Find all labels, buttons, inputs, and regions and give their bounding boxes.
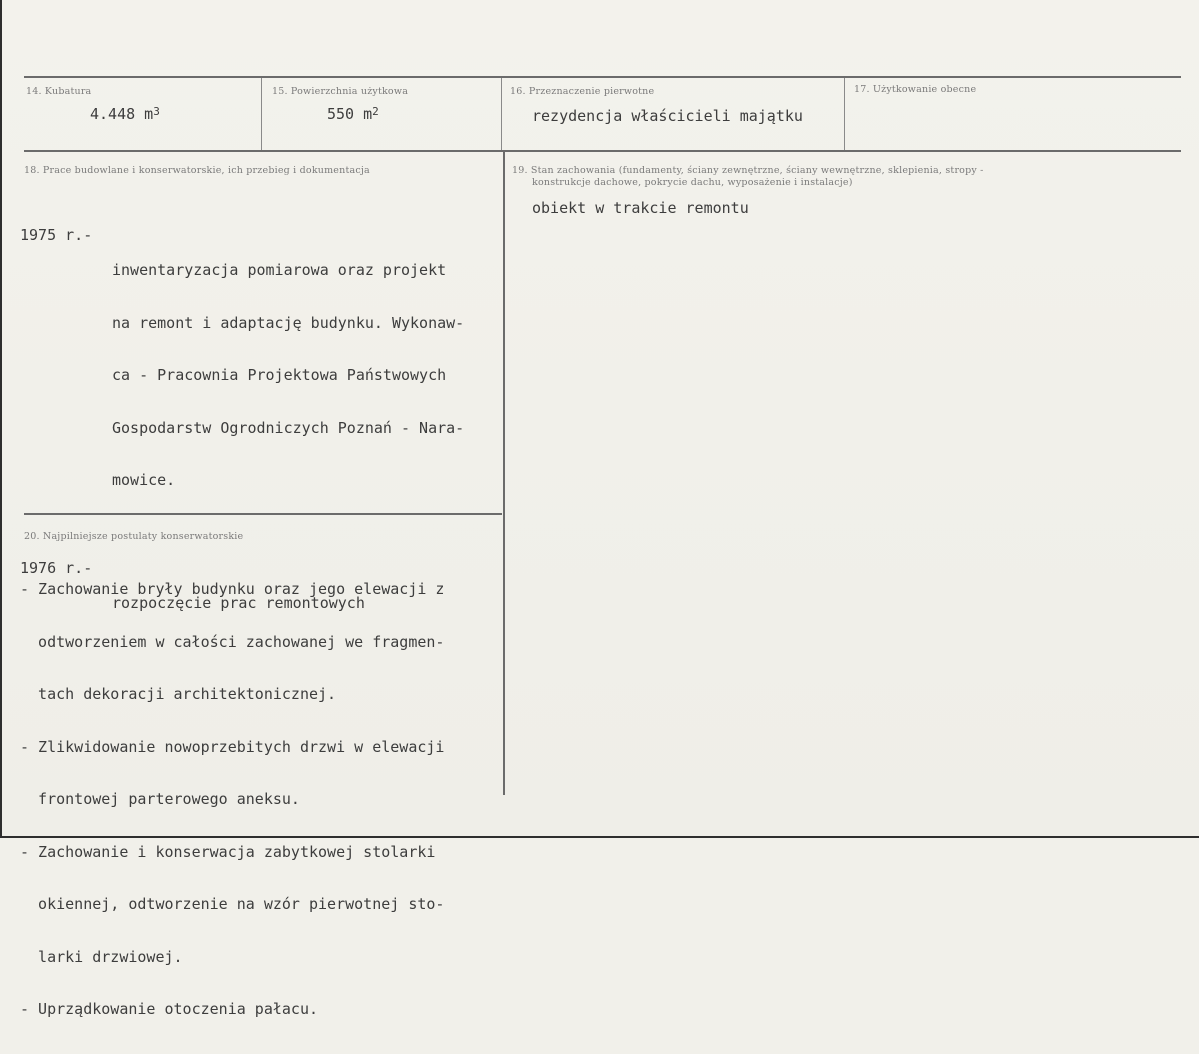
field-20-postulates bbox=[20, 546, 444, 1054]
divider-main bbox=[503, 152, 505, 795]
rule-top bbox=[24, 76, 1181, 78]
entry-line: na remont i adaptację budynku. Wykonaw- bbox=[112, 313, 465, 332]
postulate-line: okiennej, odtworzenie na wzór pierwotnej sto- bbox=[20, 895, 445, 913]
divider-16-17 bbox=[844, 78, 845, 150]
field-20-label: 20. Najpilniejsze postulaty konserwatorskie bbox=[24, 531, 244, 542]
rule-row2 bbox=[24, 150, 1181, 152]
postulate-line: - Uprządkowanie otoczenia pałacu. bbox=[20, 1000, 319, 1018]
postulate-line: larki drzwiowej. bbox=[20, 947, 183, 966]
field-14-label: 14. Kubatura bbox=[26, 86, 92, 97]
postulate-line: - Zachowanie i konserwacja zabytkowej stolarki bbox=[20, 842, 436, 861]
field-19-label-line1: 19. Stan zachowania (fundamenty, ściany zewnętrzne, ściany wewnętrzne, sklepienia, stropy - bbox=[512, 165, 984, 176]
postulate-line: - Zlikwidowanie nowoprzebitych drzwi w elewacji bbox=[20, 737, 445, 756]
field-15-value: 550 $m^2$ bbox=[327, 105, 379, 123]
field-15-label: 15. Powierzchnia użytkowa bbox=[272, 86, 409, 97]
entry-text bbox=[112, 227, 464, 525]
divider-14-15 bbox=[261, 78, 262, 150]
field-17-label: 17. Użytkowanie obecne bbox=[854, 84, 977, 95]
field-14-value: 4.448 $m^3$ bbox=[90, 105, 160, 123]
entry-line: mowice. bbox=[112, 471, 176, 489]
field-19-value: obiekt w trakcie remontu bbox=[532, 199, 749, 217]
postulate-line: odtworzeniem w całości zachowanej we fragmen- bbox=[20, 632, 445, 651]
entry-line: rozpoczęcie prac remontowych bbox=[112, 593, 365, 612]
entry-line: ca - Pracownia Projektowa Państwowych bbox=[112, 366, 447, 384]
postulate-line: - Zachowanie bryły budynku oraz jego elewacji z bbox=[20, 580, 445, 598]
entry-year: 1975 r.- bbox=[20, 226, 93, 244]
entry-year: 1976 r.- bbox=[20, 558, 93, 577]
entry-line: inwentaryzacja pomiarowa oraz projekt bbox=[112, 261, 447, 279]
divider-15-16 bbox=[501, 78, 502, 150]
postulate-line: frontowej parterowego aneksu. bbox=[20, 790, 300, 808]
field-16-value: rezydencja właścicieli majątku bbox=[532, 107, 803, 125]
work-entry-1975 bbox=[20, 227, 464, 525]
field-16-label: 16. Przeznaczenie pierwotne bbox=[510, 86, 655, 97]
postulate-line: tach dekoracji architektonicznej. bbox=[20, 685, 337, 703]
entry-line: Gospodarstw Ogrodniczych Poznań - Nara- bbox=[112, 418, 465, 437]
field-19-label-line2: konstrukcje dachowe, pokrycie dachu, wyposażenie i instalacje) bbox=[532, 177, 853, 188]
field-18-label: 18. Prace budowlane i konserwatorskie, ich przebieg i dokumentacja bbox=[24, 165, 370, 176]
